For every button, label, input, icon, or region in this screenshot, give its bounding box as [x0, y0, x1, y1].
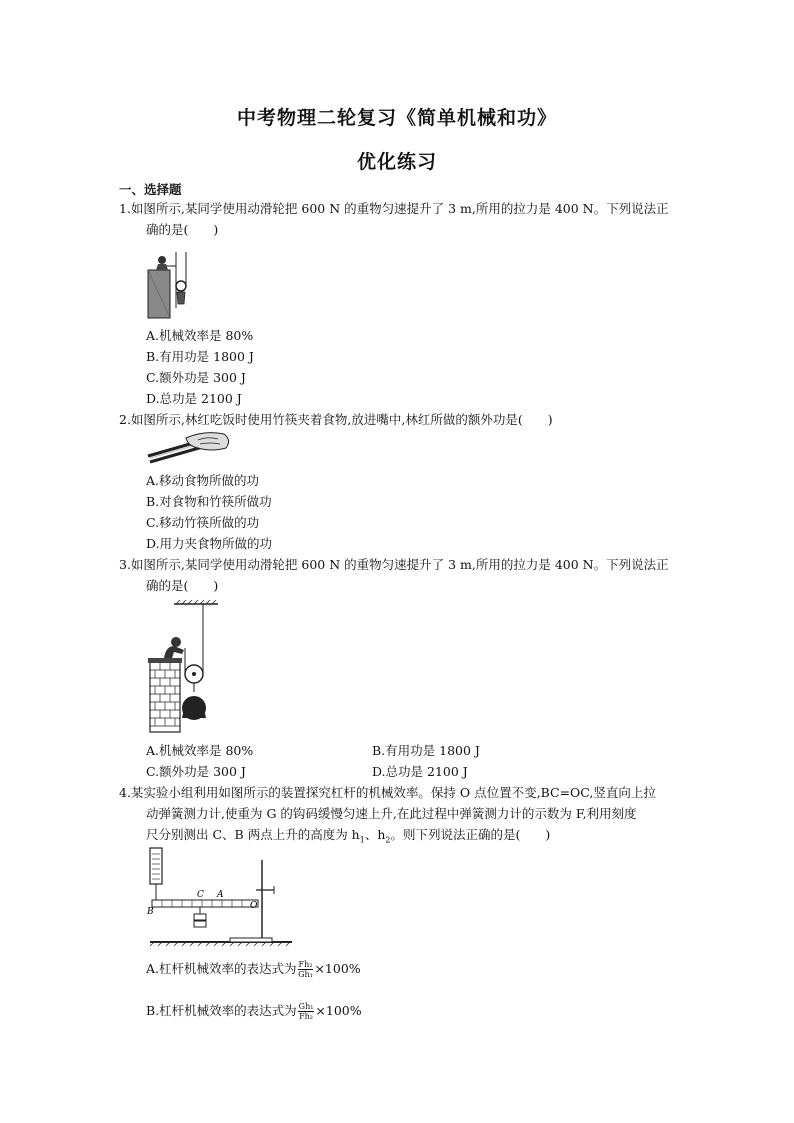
q4-stem-line1: 4.某实验小组利用如图所示的装置探究杠杆的机械效率。保持 O 点位置不变,BC=OC,竖直向上拉	[119, 785, 656, 800]
q1-figure	[146, 248, 196, 320]
q2-option-d: D.用力夹食物所做的功	[146, 536, 273, 551]
q4-stem-line2: 动弹簧测力计,使重为 G 的钩码缓慢匀速上升,在此过程中弹簧测力计的示数为 F,利用刻度	[146, 806, 637, 821]
q2-stem: 2.如图所示,林红吃饭时使用竹筷夹着食物,放进嘴中,林红所做的额外功是( )	[119, 412, 553, 427]
q1-stem-line2: 确的是( )	[146, 222, 219, 237]
q1-stem-line1: 1.如图所示,某同学使用动滑轮把 600 N 的重物匀速提升了 3 m,所用的拉力是 400 N。下列说法正	[119, 201, 669, 216]
label-o: O	[250, 901, 258, 911]
q4-option-b-fraction: $\frac{\text{Gh₁}}{\text{Fh₂}}$	[298, 1002, 314, 1021]
label-b: B	[147, 907, 154, 917]
q4-option-a-fraction: $\frac{\text{Fh₂}}{\text{Gh₁}}$	[298, 960, 313, 979]
q4-option-a: A.杠杆机械效率的表达式为 $\frac{\text{Fh₂}}{\text{Gh₁}}$ ×100%	[146, 960, 361, 979]
page-title: 中考物理二轮复习《简单机械和功》	[236, 107, 557, 129]
q2-option-a: A.移动食物所做的功	[146, 473, 260, 488]
q4-figure	[146, 846, 296, 948]
label-a: A	[217, 890, 224, 900]
q4-option-b: B.杠杆机械效率的表达式为 $\frac{\text{Gh₁}}{\text{Fh₂}}$ ×100%	[146, 1002, 362, 1021]
q3-option-d: D.总功是 2100 J	[372, 764, 468, 779]
q1-option-d: D.总功是 2100 J	[146, 391, 242, 406]
label-c: C	[197, 890, 204, 900]
section-heading: 一、选择题	[119, 182, 182, 197]
q4-stem-line3: 尺分别测出 C、B 两点上升的高度为 $h_1$、$h_2$。则下列说法正确的是( )	[146, 827, 551, 845]
q1-option-c: C.额外功是 300 J	[146, 370, 246, 385]
q3-option-b: B.有用功是 1800 J	[372, 743, 480, 758]
q3-stem-line1: 3.如图所示,某同学使用动滑轮把 600 N 的重物匀速提升了 3 m,所用的拉力是 400 N。下列说法正	[119, 557, 669, 572]
q1-option-a: A.机械效率是 80%	[146, 328, 254, 343]
page-subtitle: 优化练习	[356, 151, 437, 173]
q2-option-c: C.移动竹筷所做的功	[146, 515, 260, 530]
q2-option-b: B.对食物和竹筷所做功	[146, 494, 272, 509]
q2-figure	[146, 430, 236, 466]
q3-option-a: A.机械效率是 80%	[146, 743, 254, 758]
q1-option-b: B.有用功是 1800 J	[146, 349, 254, 364]
q3-option-c: C.额外功是 300 J	[146, 764, 246, 779]
q3-stem-line2: 确的是( )	[146, 578, 219, 593]
q3-figure	[146, 600, 226, 734]
